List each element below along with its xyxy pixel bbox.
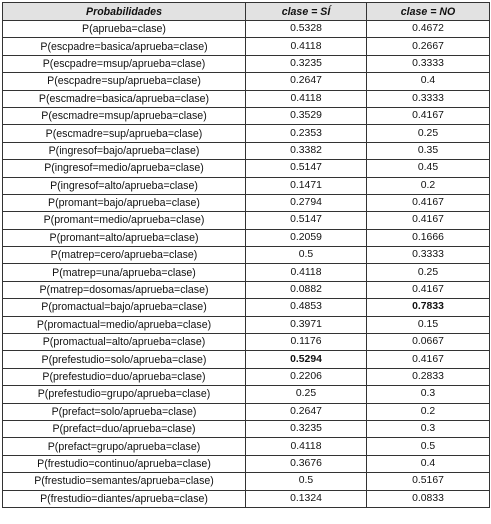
clase-si-value-cell: 0.5	[246, 247, 367, 264]
clase-si-value-cell: 0.4118	[246, 438, 367, 455]
clase-no-value-cell: 0.1666	[367, 229, 490, 246]
probability-label-cell: P(prefestudio=solo/aprueba=clase)	[3, 351, 246, 368]
probability-label-cell: P(escmadre=sup/aprueba=clase)	[3, 125, 246, 142]
probability-label-cell: P(escpadre=sup/aprueba=clase)	[3, 73, 246, 90]
clase-si-value-cell: 0.5147	[246, 212, 367, 229]
clase-si-value-cell: 0.4118	[246, 90, 367, 107]
table-row	[3, 420, 490, 437]
clase-si-value-cell: 0.2647	[246, 403, 367, 420]
clase-si-value-cell: 0.1324	[246, 490, 367, 507]
clase-si-value-cell: 0.3676	[246, 455, 367, 472]
clase-si-value-cell: 0.4118	[246, 38, 367, 55]
probability-label-cell: P(escmadre=basica/aprueba=clase)	[3, 90, 246, 107]
probability-label-cell: P(prefact=grupo/aprueba=clase)	[3, 438, 246, 455]
table-body	[3, 21, 490, 508]
clase-si-value-cell: 0.1471	[246, 177, 367, 194]
clase-si-value-cell: 0.1176	[246, 334, 367, 351]
clase-si-value-cell: 0.0882	[246, 281, 367, 298]
table-row	[3, 403, 490, 420]
table-row	[3, 177, 490, 194]
header-probabilidades: Probabilidades	[3, 3, 246, 21]
clase-no-value-cell: 0.4	[367, 73, 490, 90]
probability-table-container	[2, 2, 490, 508]
probability-label-cell: P(promactual=bajo/aprueba=clase)	[3, 299, 246, 316]
header-clase-si: clase = SÍ	[246, 3, 367, 21]
probability-label-cell: P(frestudio=diantes/aprueba=clase)	[3, 490, 246, 507]
table-row	[3, 455, 490, 472]
table-row	[3, 107, 490, 124]
clase-si-value-cell: 0.2647	[246, 73, 367, 90]
table-row	[3, 368, 490, 385]
table-row	[3, 281, 490, 298]
probability-label-cell: P(escmadre=msup/aprueba=clase)	[3, 107, 246, 124]
clase-no-value-cell: 0.7833	[367, 299, 490, 316]
probability-label-cell: P(prefact=solo/aprueba=clase)	[3, 403, 246, 420]
table-row	[3, 264, 490, 281]
clase-no-value-cell: 0.3333	[367, 247, 490, 264]
table-row	[3, 38, 490, 55]
probability-label-cell: P(prefestudio=grupo/aprueba=clase)	[3, 386, 246, 403]
table-row	[3, 55, 490, 72]
probability-label-cell: P(prefact=duo/aprueba=clase)	[3, 420, 246, 437]
clase-si-value-cell: 0.2059	[246, 229, 367, 246]
probability-label-cell: P(promactual=alto/aprueba=clase)	[3, 334, 246, 351]
clase-no-value-cell: 0.2833	[367, 368, 490, 385]
clase-no-value-cell: 0.25	[367, 125, 490, 142]
probability-label-cell: P(aprueba=clase)	[3, 21, 246, 38]
table-row	[3, 490, 490, 507]
table-row	[3, 125, 490, 142]
clase-no-value-cell: 0.4167	[367, 281, 490, 298]
probability-table	[2, 2, 490, 508]
table-row	[3, 438, 490, 455]
clase-si-value-cell: 0.3529	[246, 107, 367, 124]
clase-no-value-cell: 0.5	[367, 438, 490, 455]
probability-label-cell: P(frestudio=semantes/aprueba=clase)	[3, 473, 246, 490]
clase-no-value-cell: 0.5167	[367, 473, 490, 490]
table-row	[3, 194, 490, 211]
probability-label-cell: P(escpadre=msup/aprueba=clase)	[3, 55, 246, 72]
table-header-row	[3, 3, 490, 21]
clase-si-value-cell: 0.5294	[246, 351, 367, 368]
clase-no-value-cell: 0.4167	[367, 351, 490, 368]
table-row	[3, 247, 490, 264]
table-row	[3, 299, 490, 316]
clase-no-value-cell: 0.4167	[367, 194, 490, 211]
table-row	[3, 73, 490, 90]
clase-si-value-cell: 0.5147	[246, 160, 367, 177]
probability-label-cell: P(ingresof=medio/aprueba=clase)	[3, 160, 246, 177]
clase-si-value-cell: 0.3235	[246, 420, 367, 437]
probability-label-cell: P(ingresof=alto/aprueba=clase)	[3, 177, 246, 194]
clase-si-value-cell: 0.4853	[246, 299, 367, 316]
clase-no-value-cell: 0.45	[367, 160, 490, 177]
clase-no-value-cell: 0.35	[367, 142, 490, 159]
probability-label-cell: P(matrep=cero/aprueba=clase)	[3, 247, 246, 264]
probability-label-cell: P(promant=bajo/aprueba=clase)	[3, 194, 246, 211]
probability-label-cell: P(promant=medio/aprueba=clase)	[3, 212, 246, 229]
probability-label-cell: P(promant=alto/aprueba=clase)	[3, 229, 246, 246]
clase-si-value-cell: 0.3971	[246, 316, 367, 333]
table-row	[3, 160, 490, 177]
table-row	[3, 386, 490, 403]
probability-label-cell: P(frestudio=continuo/aprueba=clase)	[3, 455, 246, 472]
clase-no-value-cell: 0.4672	[367, 21, 490, 38]
table-row	[3, 334, 490, 351]
clase-no-value-cell: 0.0667	[367, 334, 490, 351]
clase-no-value-cell: 0.3	[367, 420, 490, 437]
table-row	[3, 351, 490, 368]
clase-no-value-cell: 0.3333	[367, 55, 490, 72]
clase-si-value-cell: 0.5328	[246, 21, 367, 38]
clase-no-value-cell: 0.0833	[367, 490, 490, 507]
probability-label-cell: P(matrep=dosomas/aprueba=clase)	[3, 281, 246, 298]
clase-no-value-cell: 0.3	[367, 386, 490, 403]
probability-label-cell: P(escpadre=basica/aprueba=clase)	[3, 38, 246, 55]
clase-no-value-cell: 0.2	[367, 177, 490, 194]
clase-no-value-cell: 0.25	[367, 264, 490, 281]
probability-label-cell: P(ingresof=bajo/aprueba=clase)	[3, 142, 246, 159]
header-clase-no: clase = NO	[367, 3, 490, 21]
probability-label-cell: P(prefestudio=duo/aprueba=clase)	[3, 368, 246, 385]
clase-no-value-cell: 0.4167	[367, 107, 490, 124]
table-row	[3, 21, 490, 38]
clase-si-value-cell: 0.2794	[246, 194, 367, 211]
clase-si-value-cell: 0.2353	[246, 125, 367, 142]
clase-no-value-cell: 0.15	[367, 316, 490, 333]
table-row	[3, 229, 490, 246]
clase-no-value-cell: 0.2667	[367, 38, 490, 55]
clase-si-value-cell: 0.3235	[246, 55, 367, 72]
clase-si-value-cell: 0.4118	[246, 264, 367, 281]
clase-si-value-cell: 0.3382	[246, 142, 367, 159]
table-row	[3, 316, 490, 333]
clase-no-value-cell: 0.4167	[367, 212, 490, 229]
clase-si-value-cell: 0.5	[246, 473, 367, 490]
table-row	[3, 90, 490, 107]
clase-no-value-cell: 0.3333	[367, 90, 490, 107]
clase-si-value-cell: 0.25	[246, 386, 367, 403]
table-row	[3, 142, 490, 159]
table-row	[3, 473, 490, 490]
probability-label-cell: P(promactual=medio/aprueba=clase)	[3, 316, 246, 333]
clase-no-value-cell: 0.2	[367, 403, 490, 420]
clase-no-value-cell: 0.4	[367, 455, 490, 472]
clase-si-value-cell: 0.2206	[246, 368, 367, 385]
probability-label-cell: P(matrep=una/aprueba=clase)	[3, 264, 246, 281]
table-row	[3, 212, 490, 229]
